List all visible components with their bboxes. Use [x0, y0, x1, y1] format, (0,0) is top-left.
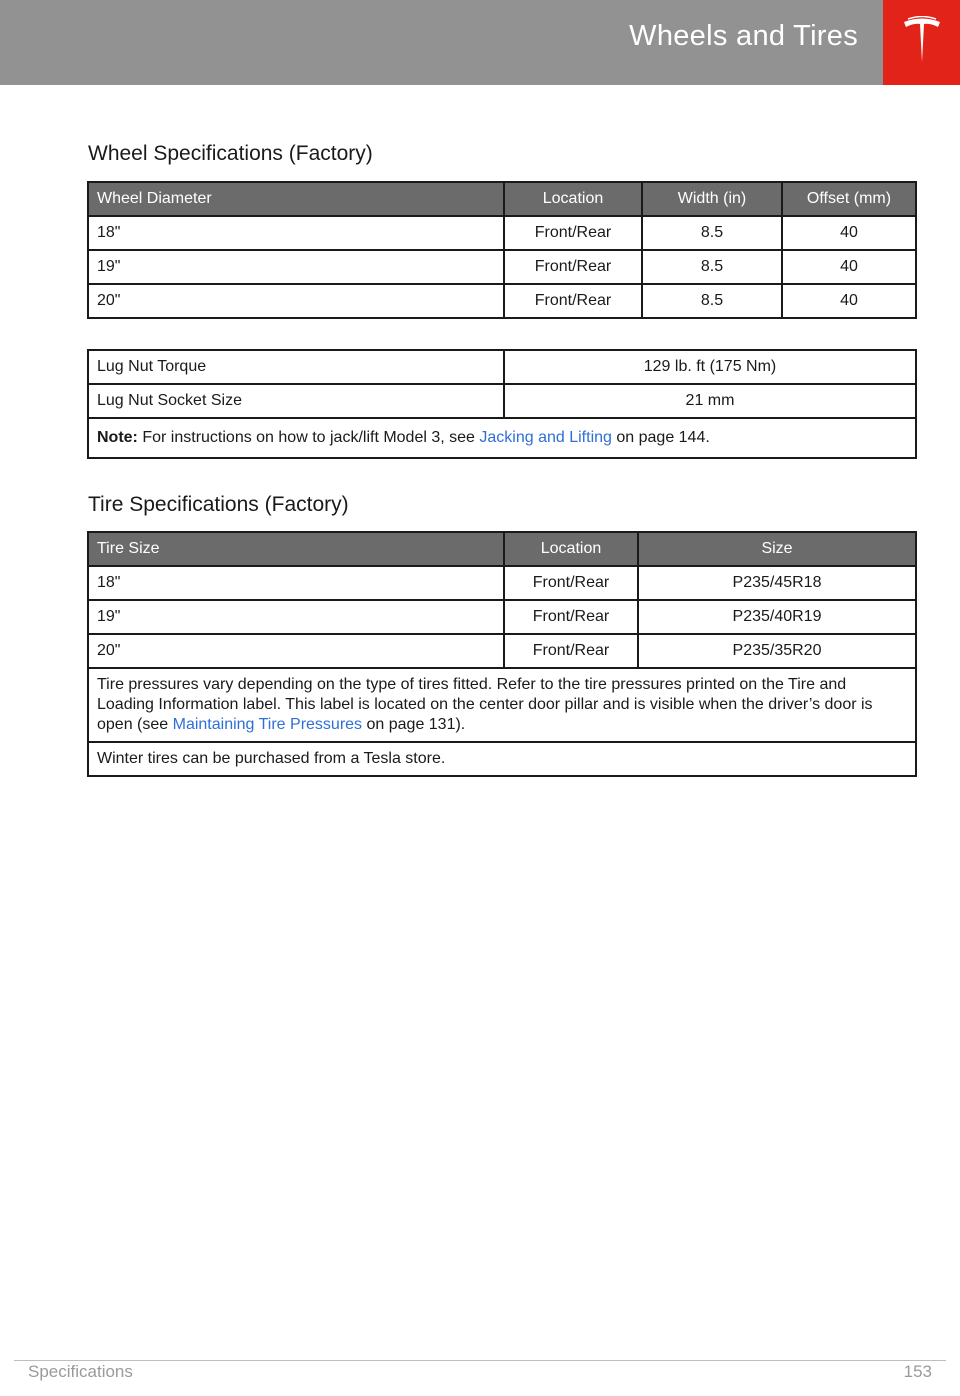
- table-header-row: [88, 532, 916, 566]
- winter-note-row: [88, 742, 916, 776]
- table-cell: P235/40R19: [638, 600, 916, 634]
- note-text-after: on page 144.: [616, 429, 710, 446]
- page-title: Wheels and Tires: [629, 20, 858, 52]
- table-row: [88, 350, 916, 384]
- table-cell: Front/Rear: [504, 284, 642, 318]
- table-cell: 20": [88, 284, 504, 318]
- tesla-logo-icon: [902, 16, 942, 66]
- table-cell: Front/Rear: [504, 600, 638, 634]
- table-cell: P235/35R20: [638, 634, 916, 668]
- tire-specs-heading: Tire Specifications (Factory): [88, 493, 349, 516]
- pressure-note-text: Tire pressures vary depending on the type of tires fitted. Refer to the tire pressures printed on the Tire and Loading Information label. This label is located on the center door pillar and is visible when the driver’s door is open (see: [97, 676, 873, 733]
- table-cell: Front/Rear: [504, 216, 642, 250]
- column-header: Wheel Diameter: [88, 182, 504, 216]
- table-cell: 8.5: [642, 284, 782, 318]
- table-cell: Front/Rear: [504, 566, 638, 600]
- lug-nut-table: [87, 349, 917, 459]
- jacking-and-lifting-link[interactable]: Jacking and Lifting: [479, 429, 612, 446]
- table-row: [88, 250, 916, 284]
- footer-divider: [14, 1360, 946, 1361]
- pressure-note-text-after: on page 131).: [366, 716, 466, 733]
- table-cell: Lug Nut Socket Size: [88, 384, 504, 418]
- logo: [883, 0, 960, 85]
- table-cell: 18": [88, 216, 504, 250]
- table-row: [88, 566, 916, 600]
- table-cell: Front/Rear: [504, 250, 642, 284]
- table-cell: 21 mm: [504, 384, 916, 418]
- column-header: Location: [504, 532, 638, 566]
- table-cell: Front/Rear: [504, 634, 638, 668]
- table-row: [88, 284, 916, 318]
- table-cell: 129 lb. ft (175 Nm): [504, 350, 916, 384]
- column-header: Size: [638, 532, 916, 566]
- footer-section: Specifications: [28, 1362, 133, 1381]
- note-row: [88, 418, 916, 458]
- table-row: [88, 384, 916, 418]
- table-cell: 19": [88, 600, 504, 634]
- table-header-row: [88, 182, 916, 216]
- column-header: Width (in): [642, 182, 782, 216]
- table-row: [88, 634, 916, 668]
- table-cell: 40: [782, 216, 916, 250]
- wheel-specs-heading: Wheel Specifications (Factory): [88, 142, 373, 165]
- table-cell: 40: [782, 284, 916, 318]
- page-number: 153: [903, 1362, 932, 1381]
- column-header: Offset (mm): [782, 182, 916, 216]
- table-cell: 40: [782, 250, 916, 284]
- maintaining-tire-pressures-link[interactable]: Maintaining Tire Pressures: [172, 716, 363, 733]
- tire-specs-table: [87, 531, 917, 777]
- wheel-specs-table: [87, 181, 917, 319]
- note-text: For instructions on how to jack/lift Model 3, see: [142, 429, 475, 446]
- table-cell: 19": [88, 250, 504, 284]
- table-cell: P235/45R18: [638, 566, 916, 600]
- column-header: Location: [504, 182, 642, 216]
- note-label: Note:: [97, 429, 138, 446]
- table-row: [88, 600, 916, 634]
- table-cell: 20": [88, 634, 504, 668]
- table-cell: Lug Nut Torque: [88, 350, 504, 384]
- table-cell: 8.5: [642, 250, 782, 284]
- note-cell: [88, 418, 916, 458]
- column-header: Tire Size: [88, 532, 504, 566]
- table-cell: 8.5: [642, 216, 782, 250]
- pressure-note-row: [88, 668, 916, 742]
- table-cell: 18": [88, 566, 504, 600]
- table-row: [88, 216, 916, 250]
- pressure-note-cell: [88, 668, 916, 742]
- winter-note-cell: Winter tires can be purchased from a Tesla store.: [88, 742, 916, 776]
